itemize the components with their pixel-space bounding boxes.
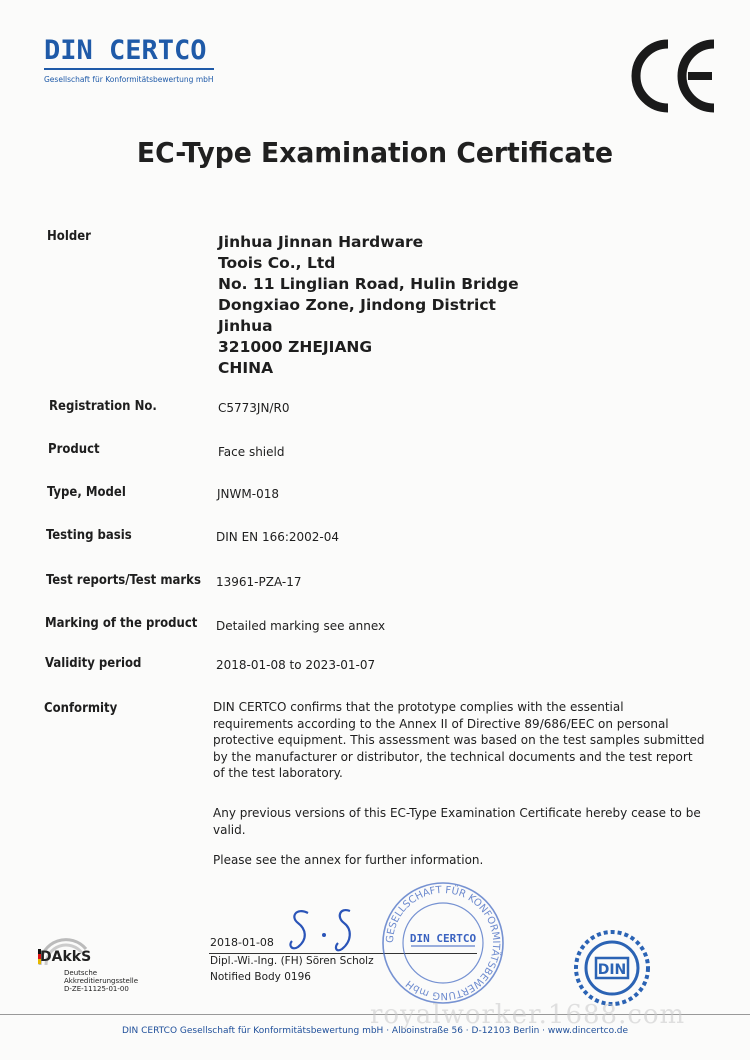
registration-value: C5773JN/R0	[218, 401, 290, 415]
logo-text: DIN CERTCO	[44, 35, 207, 66]
holder-line: Jinhua Jinnan Hardware	[218, 233, 424, 251]
holder-line: Toois Co., Ltd	[218, 254, 336, 272]
holder-line: CHINA	[218, 359, 274, 377]
validity-value: 2018-01-08 to 2023-01-07	[216, 658, 376, 672]
dakks-sub-line: D-ZE-11125-01-00	[64, 985, 129, 993]
previous-versions-paragraph: Any previous versions of this EC-Type Examination Certificate hereby cease to be valid.	[213, 806, 701, 837]
din-certco-logo	[44, 35, 214, 84]
holder-line: Dongxiao Zone, Jindong District	[218, 296, 496, 314]
signatory-name: Dipl.-Wi.-Ing. (FH) Sören Scholz	[210, 955, 374, 967]
watermark: royalworker.1688.com	[370, 1000, 686, 1030]
logo-tagline: Gesellschaft für Konformitätsbewertung mbH	[44, 75, 214, 84]
holder-line: No. 11 Linglian Road, Hulin Bridge	[218, 275, 519, 293]
dakks-sub-line: Akkreditierungsstelle	[64, 977, 139, 985]
type-model-value: JNWM-018	[217, 487, 279, 501]
din-logo-text: DIN	[597, 962, 627, 978]
marking-label: Marking of the product	[45, 616, 198, 631]
testing-basis-label: Testing basis	[46, 528, 132, 543]
holder-line: Jinhua	[218, 317, 273, 335]
testing-basis-value: DIN EN 166:2002-04	[216, 530, 340, 544]
stamp-center-text: DIN CERTCO	[409, 932, 477, 945]
footer-address: DIN CERTCO Gesellschaft für Konformitätsbewertung mbH · Alboinstraße 56 · D-12103 Berlin · www.dincertco.de	[121, 1026, 629, 1036]
holder-address	[218, 232, 519, 379]
certificate-title: EC-Type Examination Certificate	[136, 136, 614, 169]
marking-value: Detailed marking see annex	[216, 619, 386, 633]
dakks-subtitle	[64, 969, 138, 993]
holder-line: 321000 ZHEJIANG	[218, 338, 373, 356]
ce-mark-icon	[630, 38, 720, 118]
conformity-label: Conformity	[44, 701, 118, 716]
conformity-paragraph: DIN CERTCO confirms that the prototype complies with the essential requirements according to the Annex II of Directive 89/686/EEC on personal protective equipment. This assessment was based on the test samples submitted by the manufacturer or distributor, the technical documents and the test report of the test laboratory.	[213, 700, 705, 780]
handwritten-signature	[286, 905, 366, 959]
product-label: Product	[48, 442, 100, 457]
company-stamp	[378, 878, 508, 1012]
validity-label: Validity period	[45, 656, 142, 671]
product-value: Face shield	[218, 445, 285, 459]
stamp-ring-text: GESELLSCHAFT FÜR KONFORMITÄTSBEWERTUNG mbH	[384, 884, 502, 1002]
logo-underline	[44, 68, 214, 70]
test-reports-value: 13961-PZA-17	[216, 575, 302, 589]
dakks-name: DAkkS	[40, 949, 92, 965]
registration-label: Registration No.	[49, 399, 157, 414]
test-reports-label: Test reports/Test marks	[46, 573, 201, 588]
type-model-label: Type, Model	[47, 485, 126, 500]
signature-date: 2018-01-08	[210, 936, 274, 949]
notified-body: Notified Body 0196	[210, 971, 311, 983]
annex-note: Please see the annex for further information.	[213, 853, 484, 867]
holder-label: Holder	[47, 229, 91, 244]
dakks-sub-line: Deutsche	[64, 969, 98, 977]
